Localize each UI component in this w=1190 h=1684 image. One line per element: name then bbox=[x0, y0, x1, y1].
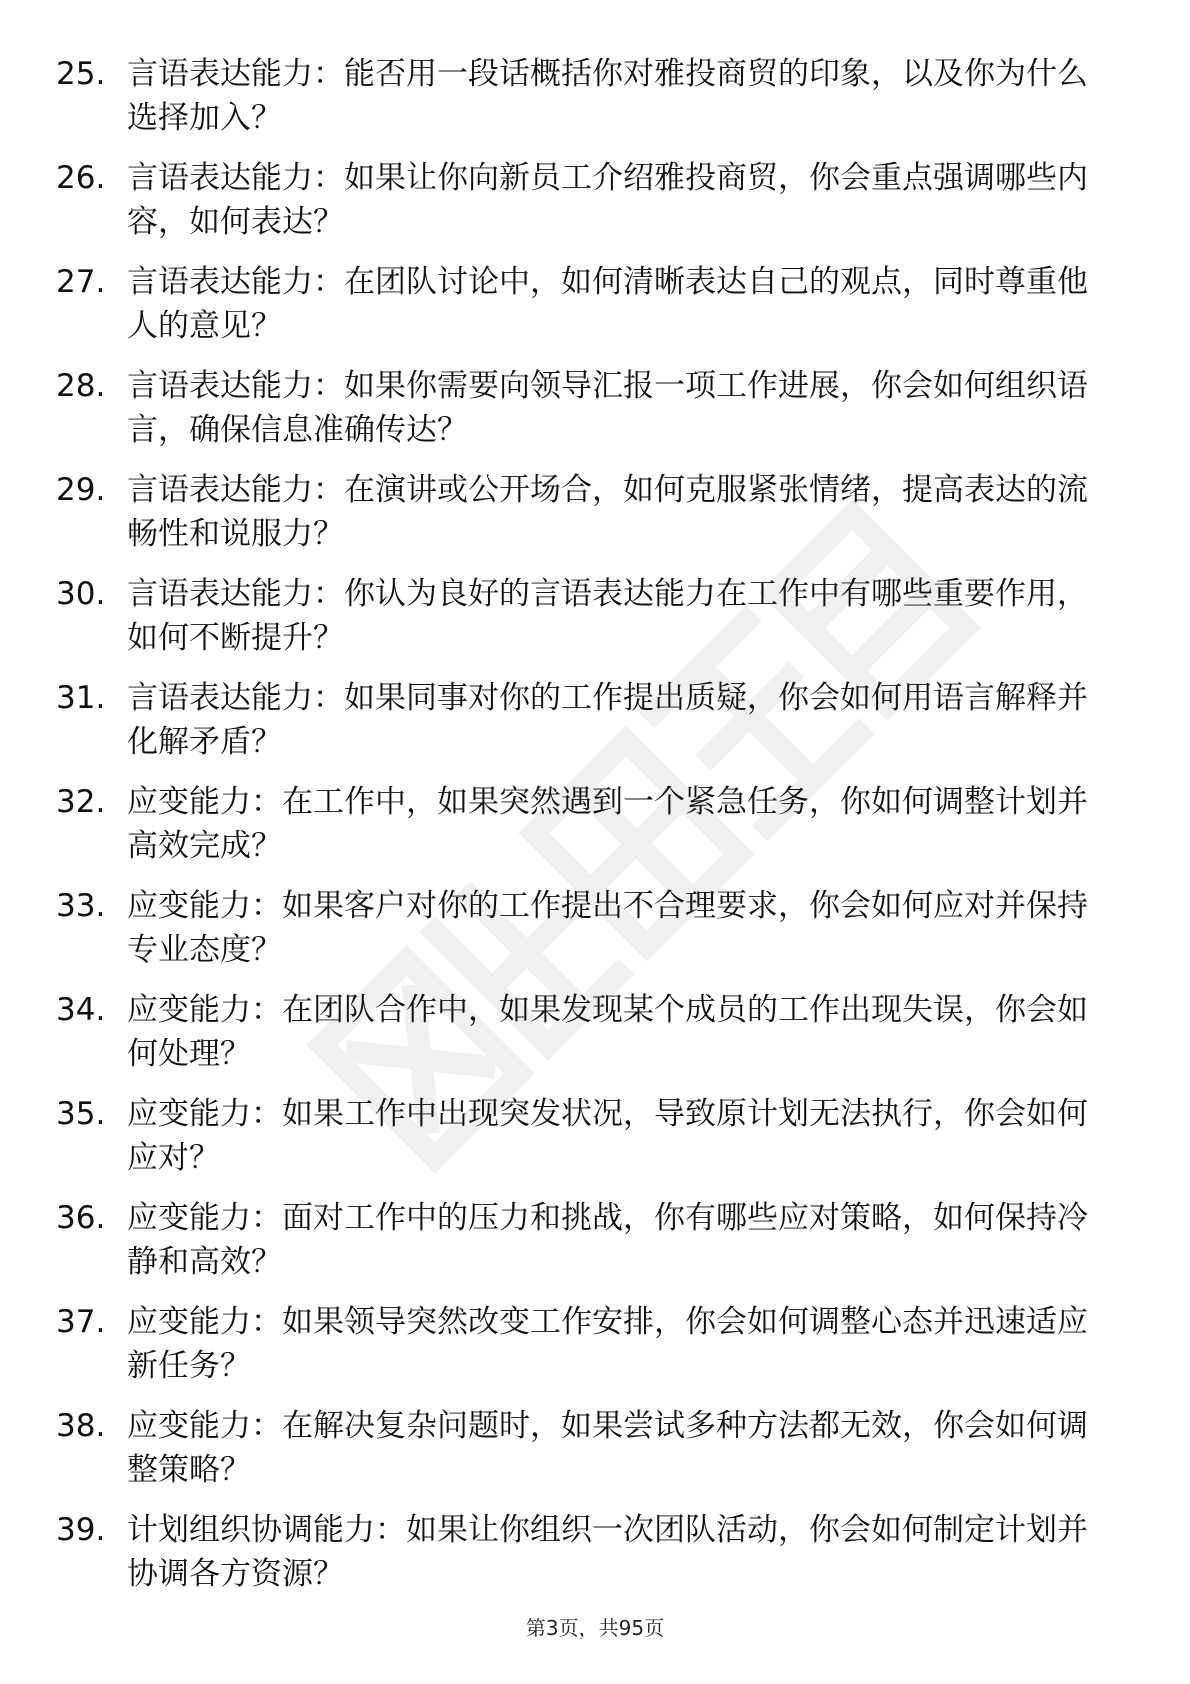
question-item bbox=[0, 1404, 1190, 1508]
question-text: 应变能力：面对工作中的压力和挑战，你有哪些应对策略，如何保持冷静和高效？ bbox=[127, 1200, 1088, 1280]
question-number: 34. bbox=[56, 992, 106, 1028]
question-list bbox=[0, 52, 1190, 1612]
question-item bbox=[0, 1092, 1190, 1196]
question-item bbox=[0, 1196, 1190, 1300]
question-number: 32. bbox=[56, 784, 106, 820]
question-number: 27. bbox=[56, 264, 106, 300]
question-item bbox=[0, 572, 1190, 676]
question-number: 36. bbox=[56, 1200, 106, 1236]
question-number: 37. bbox=[56, 1304, 106, 1340]
question-number: 30. bbox=[56, 576, 106, 612]
question-text: 应变能力：在工作中，如果突然遇到一个紧急任务，你如何调整计划并高效完成？ bbox=[127, 784, 1088, 864]
question-text: 应变能力：在解决复杂问题时，如果尝试多种方法都无效，你会如何调整策略？ bbox=[127, 1408, 1088, 1488]
question-number: 39. bbox=[56, 1512, 106, 1548]
question-text: 言语表达能力：如果同事对你的工作提出质疑，你会如何用语言解释并化解矛盾？ bbox=[127, 680, 1088, 760]
question-number: 33. bbox=[56, 888, 106, 924]
question-text: 言语表达能力：在团队讨论中，如何清晰表达自己的观点，同时尊重他人的意见？ bbox=[127, 264, 1088, 344]
question-number: 28. bbox=[56, 368, 106, 404]
question-text: 言语表达能力：能否用一段话概括你对雅投商贸的印象，以及你为什么选择加入？ bbox=[127, 56, 1088, 136]
question-item bbox=[0, 988, 1190, 1092]
question-number: 38. bbox=[56, 1408, 106, 1444]
question-item bbox=[0, 156, 1190, 260]
question-item bbox=[0, 260, 1190, 364]
question-item bbox=[0, 676, 1190, 780]
question-item bbox=[0, 364, 1190, 468]
question-number: 25. bbox=[56, 56, 106, 92]
question-number: 26. bbox=[56, 160, 106, 196]
question-item bbox=[0, 884, 1190, 988]
question-text: 应变能力：在团队合作中，如果发现某个成员的工作出现失误，你会如何处理？ bbox=[127, 992, 1088, 1072]
question-text: 言语表达能力：在演讲或公开场合，如何克服紧张情绪，提高表达的流畅性和说服力？ bbox=[127, 472, 1088, 552]
question-item bbox=[0, 1508, 1190, 1612]
question-item bbox=[0, 780, 1190, 884]
question-text: 言语表达能力：如果你需要向领导汇报一项工作进展，你会如何组织语言，确保信息准确传达？ bbox=[127, 368, 1088, 448]
question-text: 应变能力：如果客户对你的工作提出不合理要求，你会如何应对并保持专业态度？ bbox=[127, 888, 1088, 968]
question-number: 31. bbox=[56, 680, 106, 716]
page-number-footer: 第3页，共95页 bbox=[525, 1616, 665, 1640]
question-text: 言语表达能力：如果让你向新员工介绍雅投商贸，你会重点强调哪些内容，如何表达？ bbox=[127, 160, 1088, 240]
question-text: 应变能力：如果领导突然改变工作安排，你会如何调整心态并迅速适应新任务？ bbox=[127, 1304, 1088, 1384]
question-item bbox=[0, 1300, 1190, 1404]
question-number: 29. bbox=[56, 472, 106, 508]
question-item bbox=[0, 468, 1190, 572]
question-text: 言语表达能力：你认为良好的言语表达能力在工作中有哪些重要作用，如何不断提升？ bbox=[127, 576, 1088, 656]
question-number: 35. bbox=[56, 1096, 106, 1132]
question-text: 计划组织协调能力：如果让你组织一次团队活动，你会如何制定计划并协调各方资源？ bbox=[127, 1512, 1088, 1592]
question-item bbox=[0, 52, 1190, 156]
question-text: 应变能力：如果工作中出现突发状况，导致原计划无法执行，你会如何应对？ bbox=[127, 1096, 1088, 1176]
